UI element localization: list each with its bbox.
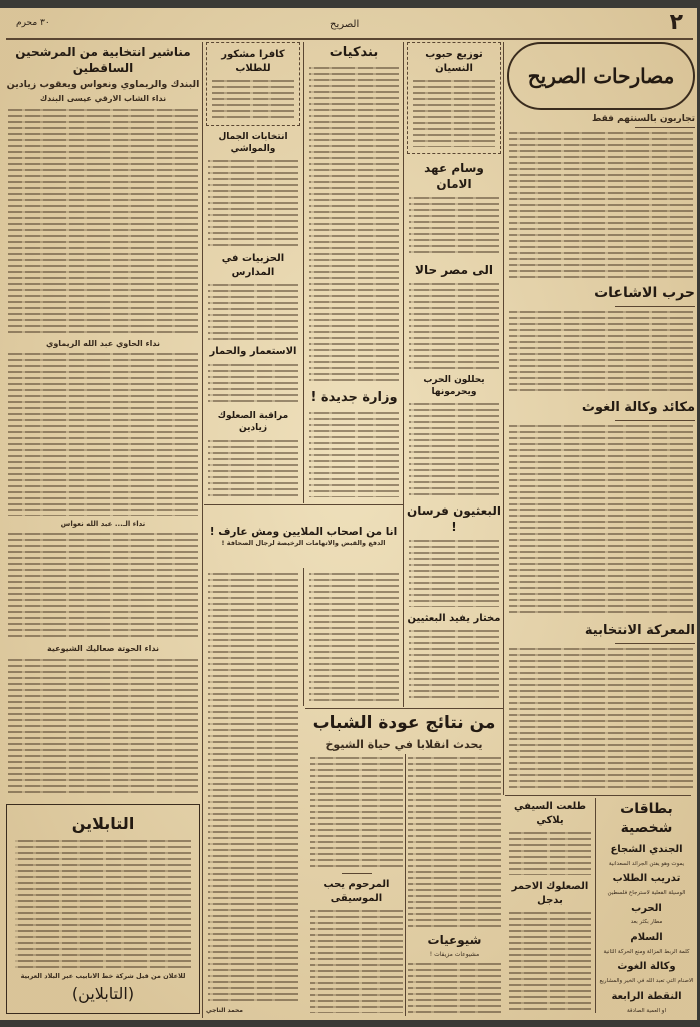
divider (635, 127, 695, 128)
card-desc: الوسيلة الفعلية لاسترجاع فلسطين (607, 890, 686, 897)
headline-baathists: البعثيون فرسان ! (407, 503, 501, 534)
headline-communist-notes: شيوعيات (427, 932, 482, 947)
column-divider (503, 42, 504, 795)
subheadline-fake-communists: مشيوعات مزيفات ! (429, 951, 480, 959)
card-desc: الاصنام التي تعبد الله في الخير والمشاريع (599, 978, 694, 985)
feature-header (204, 506, 403, 566)
article-body (309, 67, 399, 385)
card-name: السلام (630, 932, 663, 944)
subheadline-bandak: نداء الشاب الارقي عيسى البندك (39, 94, 167, 104)
card-desc: او العمية الصادقة (626, 1007, 666, 1014)
article-body (509, 311, 693, 394)
article-body (408, 963, 501, 1013)
article-body (208, 440, 298, 497)
card-name: الحرب (631, 902, 662, 914)
divider (615, 306, 695, 307)
masthead-tagline: تجاربون بالسنتهم فقط (591, 114, 695, 124)
headline-election-battle: المعركة الانتخابية (584, 623, 695, 639)
column-b-lower (406, 754, 503, 1016)
article-body (509, 832, 591, 875)
card-name: الجندي الشجاع (610, 844, 683, 855)
ad-title: التابلاين (71, 814, 135, 833)
headline-camel-elections: انتخابات الجمال والمواشي (218, 132, 288, 155)
article-body (413, 80, 495, 147)
page-number: ٢ (669, 10, 683, 35)
headline-rumour-war: حرب الاشاعات (594, 285, 695, 302)
section-rule (204, 504, 404, 505)
article-body (208, 160, 298, 247)
card-desc: كلمة الربط المزالة ومنع الحركة الثانية (603, 948, 690, 955)
issue-date: ٣٠ محرم (16, 18, 50, 28)
article-body (310, 910, 403, 1013)
article-body (310, 757, 403, 869)
headline-colonialism-donkey: الاستعمار والحمار (209, 346, 297, 358)
headline-youth-return: من نتائج عودة الشباب (312, 713, 496, 733)
headline-war-permitted: يحللون الحرب ويحرمونها (423, 374, 485, 398)
column-c (307, 42, 401, 500)
newspaper-page (0, 8, 697, 1020)
headline-millionaires: انا من اصحاب الملايين ومش عارف ! (209, 525, 398, 538)
divider (615, 420, 695, 421)
article-body (408, 757, 501, 927)
card-name: النقطة الرابعة (611, 990, 682, 1002)
article-body (509, 648, 693, 789)
column-b (407, 42, 501, 705)
column-divider (595, 798, 596, 1013)
section-rule (305, 708, 503, 709)
subheadline-rimawi: نداء الحاوي عبد الله الريماوي (45, 338, 161, 348)
column-d (206, 42, 300, 500)
article-body (8, 109, 198, 335)
headline-aman-medal: وسام عهد الامان (424, 161, 484, 192)
column-c-lower (308, 754, 405, 1016)
headline-forgetting-pills: توزيع حبوب النسيان (425, 49, 483, 74)
article-body (208, 573, 298, 1003)
article-body (409, 540, 499, 607)
article-body (208, 364, 298, 406)
headline-mukhtar: مختار يفيد البعثيين (407, 612, 501, 624)
cards-title: بطاقات شخصية (620, 801, 673, 836)
headline-to-egypt: الى مصر حالا (415, 262, 493, 277)
headline-music-lover: المرحوم يحب الموسيقى (323, 879, 390, 904)
column-right-lower (507, 798, 593, 1013)
column-divider (303, 568, 304, 706)
article-body (8, 659, 198, 795)
header-rule (6, 38, 693, 40)
article-body (309, 573, 399, 701)
youth-columns (305, 754, 503, 1016)
article-body (208, 284, 298, 340)
section-rule (505, 795, 691, 796)
headline-thanks-students: كافرا مشكور للطلاب (221, 49, 285, 74)
card-name: تدريب الطلاب (612, 873, 681, 885)
article-body (509, 132, 693, 279)
headline-school-parties: الحزبيات في المدارس (221, 253, 285, 278)
ad-footer: للاعلان من قبل شركة خط الانابيب عبر البلاد العربية (20, 971, 186, 980)
article-body (8, 533, 198, 639)
subheadline-nawwas: نداء الـ... عبد الله نعواس (60, 520, 146, 528)
article-body (509, 912, 591, 1010)
article-body (409, 283, 499, 369)
card-name: وكالة الغوث (617, 961, 676, 973)
tapline-advertisement (6, 804, 200, 1014)
ad-body (15, 840, 191, 968)
masthead-logo (507, 42, 695, 110)
article-body (509, 425, 693, 617)
article-body (309, 412, 399, 497)
divider (342, 873, 372, 874)
personal-cards (598, 798, 695, 1016)
column-c-middle (307, 570, 401, 704)
card-desc: مطار بكثر بعد (630, 919, 663, 926)
column-left (6, 42, 200, 798)
card-desc: يموت وهو يفتن الجرائد السعدانية (608, 860, 685, 867)
headline-new-ministry: وزارة جديدة ! (310, 390, 398, 406)
subheadline-candidates: البندك والريماوي ونعواس ويعقوب زيادين (6, 79, 200, 91)
article-body (8, 353, 198, 516)
column-divider (202, 42, 203, 1018)
column-d-lower (206, 570, 300, 1016)
article-body (409, 403, 499, 498)
youth-section (305, 710, 503, 1016)
subheadline-elders: يحدث انقلابا في حياة الشيوخ (325, 737, 483, 751)
article-body (409, 630, 499, 702)
article-body (212, 80, 294, 119)
column-right (507, 42, 695, 792)
masthead-title: مصارحات الصريح (527, 63, 675, 88)
subheadline-communists: نداء الحوتة صعاليك الشيوعية (47, 643, 159, 653)
headline-bandakiyat: بندكيات (329, 45, 379, 60)
column-divider (303, 42, 304, 503)
headline-talaat: طلعت السيفي يلاكي (514, 801, 586, 826)
subheadline-press-bribes: الدفع والقبض والاتهامات الرخيصة لرجال الصحافة ! (221, 538, 386, 547)
author-signature: محمد الناجي (206, 1006, 244, 1014)
article-body (409, 197, 499, 257)
headline-unrwa-plots: مكائد وكالة الغوث (581, 400, 695, 416)
paper-name: الصريح (330, 19, 360, 30)
headline-red-vagabond: الصعلوك الاحمر بدجل (511, 881, 589, 906)
ad-brand: (التابلاين) (71, 984, 135, 1004)
divider (615, 643, 695, 644)
headline-election-leaflets: مناشير انتخابية من المرشحين الساقطين (15, 45, 191, 76)
column-divider (403, 42, 404, 707)
boxed-article (206, 42, 300, 126)
boxed-article (407, 42, 501, 154)
headline-zayadin-watch: مراقبة الصعلوك زيادين (217, 411, 289, 434)
